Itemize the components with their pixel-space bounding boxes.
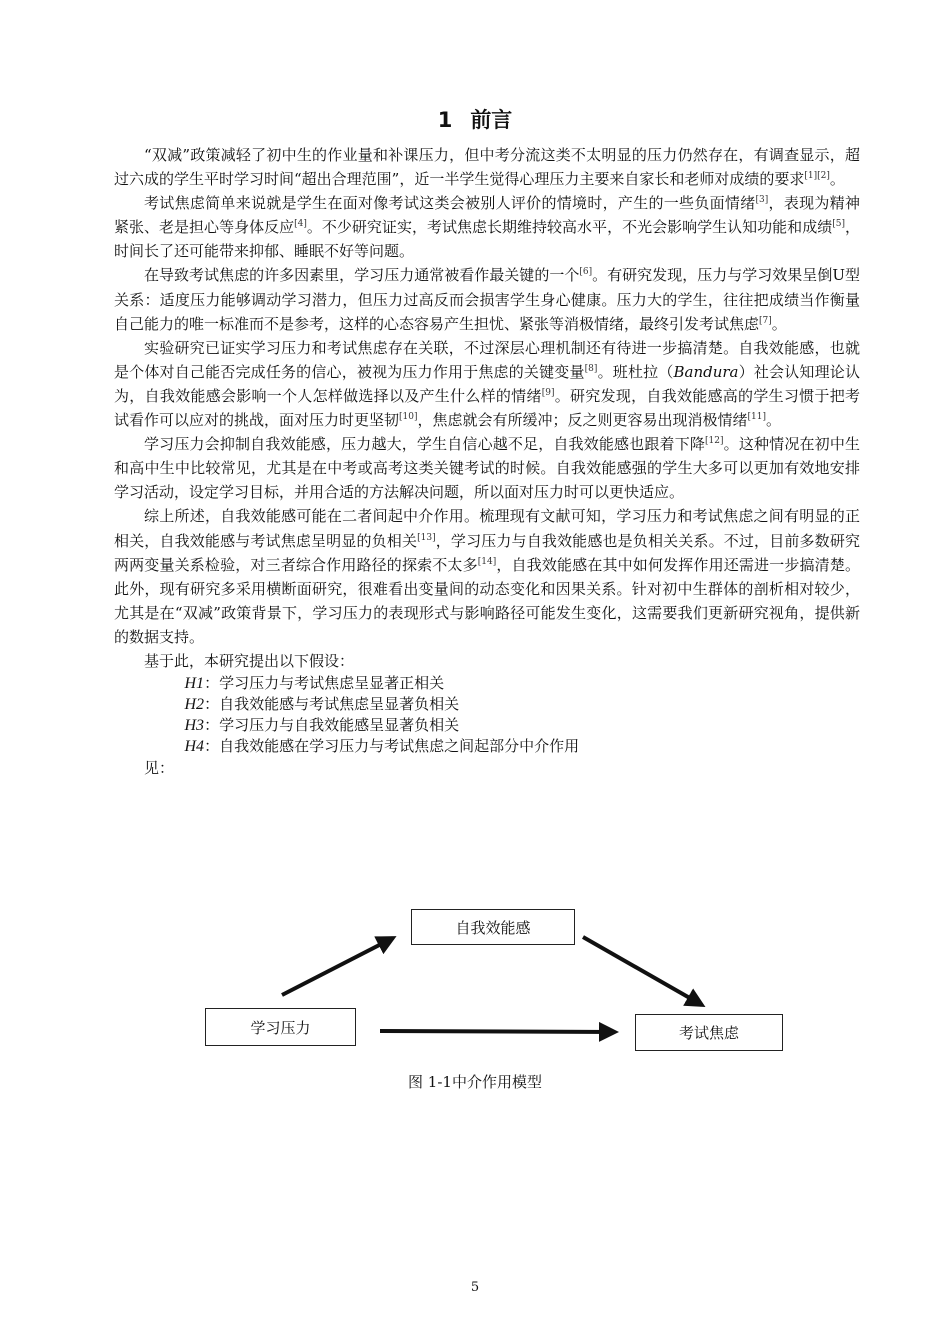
paragraph-text: ，学习压力与自我效能感也是负相关关系。不过，目前多数研究两两变量关系检验，对三者综合作用路径的探索不太多 [114,531,860,574]
body-text [114,143,860,779]
paragraph-text: ，焦虑就会有所缓冲；反之则更容易出现消极情绪 [417,411,748,430]
paragraph-text: 。 [771,314,787,333]
paragraph-text: 。有研究发现，压力与学习效果呈倒U型关系：适度压力能够调动学习潜力，但压力过高反而会损害学生身心健康。压力大的学生，往往把成绩当作衡量自己能力的唯一标准而不是参考，这样的心态容易产生担忧、紧张等消极情绪，最终引发考试焦虑 [114,266,860,333]
hypothesis-text: ：学习压力与考试焦虑呈显著正相关 [204,674,445,693]
figure-caption: 图 1-1中介作用模型 [408,1073,542,1091]
paragraph [114,649,860,673]
citation: [7] [759,315,772,326]
paragraph-text: 。不少研究证实，考试焦虑长期维持较高水平，不光会影响学生认知功能和成绩 [306,218,833,237]
paragraph-text: 实验研究已证实学习压力和考试焦虑存在关联，不过深层心理机制还有待进一步搞清楚。自我效能感，也就是个体对自己能否完成任务的信心，被视为压力作用于焦虑的关键变量 [114,338,860,381]
hypothesis-label: H1 [184,675,205,693]
mediator-label: 自我效能感 [455,918,531,937]
paragraph [114,336,860,432]
hypothesis-label: H4 [184,738,205,756]
hypothesis-item [114,715,860,736]
paragraph-text: 。 [766,411,782,430]
paragraph-text: ，表现为精神紧张、老是担心等身体反应 [114,194,860,237]
hypothesis-item [114,736,860,757]
paragraph-text: 在导致考试焦虑的许多因素里，学习压力通常被看作最关键的一个 [144,266,580,285]
paragraph-text: ，时间长了还可能带来抑郁、睡眠不好等问题。 [114,218,860,261]
hypothesis-text: ：学习压力与自我效能感呈显著负相关 [204,716,460,735]
paragraph-text: 综上所述，自我效能感可能在二者间起中介作用。梳理现有文献可知，学习压力和考试焦虑之间有明显的正相关，自我效能感与考试焦虑呈明显的负相关 [114,507,860,550]
mediator-box [411,909,575,945]
citation: [13] [417,532,436,543]
hypothesis-item [114,673,860,694]
page-number: 5 [470,1280,480,1295]
paragraph-text: 基于此，本研究提出以下假设： [144,651,355,670]
paragraph-text: “双减”政策减轻了初中生的作业量和补课压力，但中考分流这类不太明显的压力仍然存在，有调查显示，超过六成的学生平时学习时间“超出合理范围”，近一半学生觉得心理压力主要来自家长和老师对成绩的要求 [114,146,860,189]
citation: [12] [705,436,724,447]
citation: [5] [832,219,845,230]
hypothesis-label: H3 [184,717,205,735]
hypothesis-list [114,673,860,757]
arrow-stress-to-efficacy [282,938,393,995]
predictor-box [205,1008,356,1046]
paragraph-text: 。班杜拉（ [597,362,674,381]
hypothesis-item [114,694,860,715]
citation: [4] [294,219,307,230]
paragraph [114,432,860,504]
paragraph-text: 考试焦虑简单来说就是学生在面对像考试这类会被别人评价的情境时，产生的一些负面情绪 [144,194,756,213]
section-title: 前言 [470,108,513,132]
citation: [9] [541,387,555,398]
section-heading [0,104,950,134]
outcome-label: 考试焦虑 [678,1024,739,1042]
paragraph-text: ，自我效能感在其中如何发挥作用还需进一步搞清楚。此外，现有研究多采用横断面研究，很难看出变量间的动态变化和因果关系。针对初中生群体的剖析相对较少，尤其是在“双减”政策背景下，学习压力的表现形式与影响路径可能发生变化，这需要我们更新研究视角，提供新的数据支持。 [114,555,860,646]
paragraph-text: 。 [829,170,845,189]
paragraph-text: 。这种情况在初中生和高中生中比较常见，尤其是在中考或高考这类关键考试的时候。自我效能感强的学生大多可以更加有效地安排学习活动，设定学习目标，并用合适的方法解决问题，所以面对压力时可以更快适应。 [114,435,860,502]
predictor-label: 学习压力 [250,1018,311,1037]
citation: [11] [747,412,766,423]
arrow-stress-to-anxiety [380,1031,615,1032]
paragraph [114,191,860,263]
citation: [10] [399,412,418,423]
paragraph-text: 学习压力会抑制自我效能感，压力越大，学生自信心越不足，自我效能感也跟着下降 [144,435,706,454]
citation: [6] [579,267,593,278]
paragraph-text: ）社会认知理论认为，自我效能感会影响一个人怎样做选择以及产生什么样的情绪 [114,362,860,405]
see-text: 见： [144,759,175,778]
paragraph [114,504,860,649]
italic-term: Bandura [673,362,739,381]
paragraph [114,143,860,191]
hypothesis-label: H2 [184,696,205,714]
citation: [3] [755,195,769,206]
hypothesis-text: ：自我效能感在学习压力与考试焦虑之间起部分中介作用 [204,737,580,756]
paragraph-text: 。研究发现，自我效能感高的学生习惯于把考试看作可以应对的挑战，面对压力时更坚韧 [114,386,860,430]
paragraph [114,263,860,335]
citation: [8] [584,363,598,374]
citation: [14] [477,556,497,567]
arrow-efficacy-to-anxiety [583,937,702,1005]
outcome-box [635,1014,783,1051]
section-number: 1 [437,108,453,132]
paragraph-list [114,143,860,673]
hypothesis-text: ：自我效能感与考试焦虑呈显著负相关 [204,695,460,714]
citation: [1][2] [804,171,830,182]
